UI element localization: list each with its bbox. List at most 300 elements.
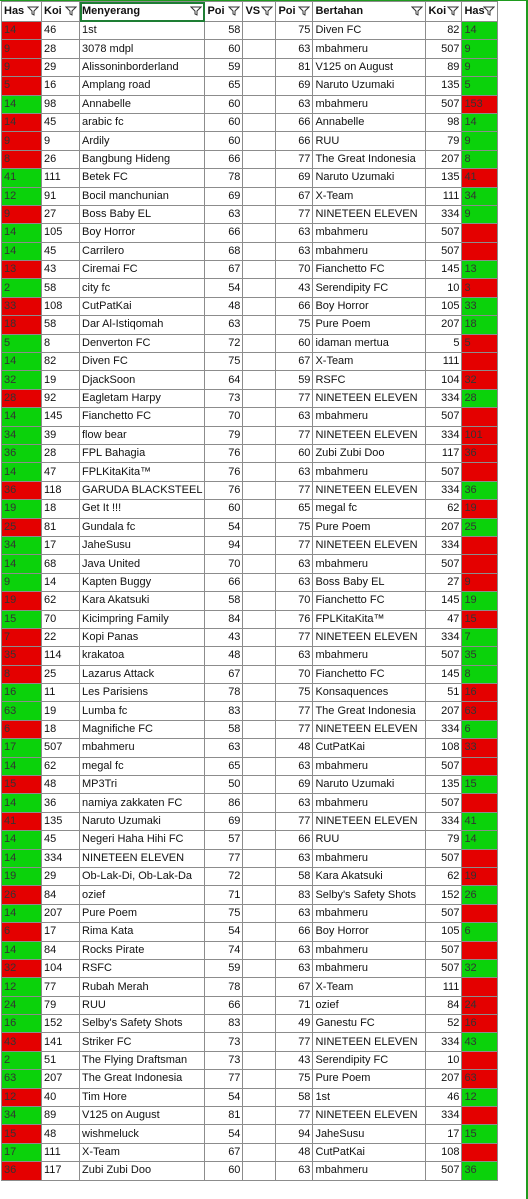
- cell-poi-left[interactable]: 69: [205, 187, 243, 205]
- cell-vs[interactable]: [243, 555, 276, 573]
- cell-has-right[interactable]: 6: [462, 720, 498, 738]
- cell-poi-left[interactable]: 77: [205, 1070, 243, 1088]
- cell-koi-right[interactable]: 111: [426, 187, 462, 205]
- cell-has-left[interactable]: 14: [2, 757, 42, 775]
- cell-menyerang[interactable]: Boy Horror: [80, 224, 205, 242]
- cell-has-left[interactable]: 9: [2, 40, 42, 58]
- cell-poi-left[interactable]: 60: [205, 113, 243, 131]
- cell-has-left[interactable]: 14: [2, 941, 42, 959]
- cell-koi-right[interactable]: 62: [426, 500, 462, 518]
- cell-has-right[interactable]: [462, 1051, 498, 1069]
- cell-poi-right[interactable]: 77: [276, 1107, 313, 1125]
- cell-bertahan[interactable]: NINETEEN ELEVEN: [313, 1033, 426, 1051]
- cell-bertahan[interactable]: NINETEEN ELEVEN: [313, 628, 426, 646]
- cell-bertahan[interactable]: megal fc: [313, 500, 426, 518]
- cell-poi-right[interactable]: 83: [276, 886, 313, 904]
- cell-koi-left[interactable]: 29: [42, 867, 80, 885]
- cell-vs[interactable]: [243, 58, 276, 76]
- cell-poi-left[interactable]: 64: [205, 371, 243, 389]
- filter-icon[interactable]: [298, 5, 310, 17]
- cell-koi-right[interactable]: 334: [426, 720, 462, 738]
- cell-koi-right[interactable]: 135: [426, 776, 462, 794]
- filter-icon[interactable]: [447, 5, 459, 17]
- cell-koi-right[interactable]: 334: [426, 1033, 462, 1051]
- filter-icon[interactable]: [261, 5, 273, 17]
- cell-has-left[interactable]: 34: [2, 426, 42, 444]
- cell-has-left[interactable]: 14: [2, 849, 42, 867]
- cell-poi-right[interactable]: 63: [276, 794, 313, 812]
- cell-poi-right[interactable]: 66: [276, 132, 313, 150]
- cell-menyerang[interactable]: Striker FC: [80, 1033, 205, 1051]
- cell-koi-right[interactable]: 207: [426, 150, 462, 168]
- cell-poi-right[interactable]: 63: [276, 1162, 313, 1180]
- cell-koi-left[interactable]: 79: [42, 996, 80, 1014]
- cell-koi-left[interactable]: 82: [42, 353, 80, 371]
- cell-poi-right[interactable]: 67: [276, 353, 313, 371]
- cell-poi-right[interactable]: 70: [276, 261, 313, 279]
- cell-has-left[interactable]: 12: [2, 978, 42, 996]
- cell-menyerang[interactable]: Les Parisiens: [80, 684, 205, 702]
- cell-menyerang[interactable]: 1st: [80, 22, 205, 40]
- cell-vs[interactable]: [243, 408, 276, 426]
- header-koi-left[interactable]: Koi: [42, 2, 80, 22]
- cell-poi-right[interactable]: 77: [276, 150, 313, 168]
- cell-poi-left[interactable]: 50: [205, 776, 243, 794]
- cell-poi-right[interactable]: 77: [276, 720, 313, 738]
- cell-bertahan[interactable]: FPLKitaKita™: [313, 610, 426, 628]
- cell-has-left[interactable]: 8: [2, 150, 42, 168]
- cell-bertahan[interactable]: mbahmeru: [313, 95, 426, 113]
- cell-has-right[interactable]: 9: [462, 205, 498, 223]
- header-has-left[interactable]: Has: [2, 2, 42, 22]
- cell-has-right[interactable]: 15: [462, 610, 498, 628]
- cell-poi-left[interactable]: 73: [205, 389, 243, 407]
- cell-poi-right[interactable]: 60: [276, 334, 313, 352]
- cell-has-left[interactable]: 34: [2, 536, 42, 554]
- cell-koi-right[interactable]: 98: [426, 113, 462, 131]
- cell-koi-left[interactable]: 8: [42, 334, 80, 352]
- cell-poi-left[interactable]: 66: [205, 573, 243, 591]
- cell-has-left[interactable]: 19: [2, 500, 42, 518]
- cell-has-right[interactable]: 8: [462, 150, 498, 168]
- cell-poi-left[interactable]: 48: [205, 647, 243, 665]
- cell-koi-right[interactable]: 334: [426, 481, 462, 499]
- cell-koi-left[interactable]: 145: [42, 408, 80, 426]
- cell-bertahan[interactable]: NINETEEN ELEVEN: [313, 481, 426, 499]
- cell-menyerang[interactable]: MP3Tri: [80, 776, 205, 794]
- cell-poi-right[interactable]: 63: [276, 463, 313, 481]
- cell-poi-right[interactable]: 66: [276, 297, 313, 315]
- cell-vs[interactable]: [243, 610, 276, 628]
- cell-poi-left[interactable]: 70: [205, 555, 243, 573]
- cell-poi-left[interactable]: 67: [205, 665, 243, 683]
- cell-menyerang[interactable]: Rocks Pirate: [80, 941, 205, 959]
- cell-poi-left[interactable]: 72: [205, 867, 243, 885]
- cell-bertahan[interactable]: Serendipity FC: [313, 279, 426, 297]
- cell-bertahan[interactable]: mbahmeru: [313, 904, 426, 922]
- cell-koi-right[interactable]: 105: [426, 923, 462, 941]
- cell-poi-right[interactable]: 77: [276, 812, 313, 830]
- cell-vs[interactable]: [243, 132, 276, 150]
- cell-has-left[interactable]: 13: [2, 261, 42, 279]
- cell-has-left[interactable]: 17: [2, 739, 42, 757]
- cell-poi-left[interactable]: 94: [205, 536, 243, 554]
- cell-vs[interactable]: [243, 941, 276, 959]
- cell-vs[interactable]: [243, 40, 276, 58]
- cell-koi-right[interactable]: 108: [426, 739, 462, 757]
- cell-koi-right[interactable]: 84: [426, 996, 462, 1014]
- cell-vs[interactable]: [243, 205, 276, 223]
- cell-koi-right[interactable]: 334: [426, 536, 462, 554]
- cell-vs[interactable]: [243, 996, 276, 1014]
- cell-vs[interactable]: [243, 739, 276, 757]
- cell-poi-right[interactable]: 77: [276, 205, 313, 223]
- cell-koi-left[interactable]: 77: [42, 978, 80, 996]
- cell-has-right[interactable]: 9: [462, 58, 498, 76]
- cell-koi-right[interactable]: 52: [426, 1015, 462, 1033]
- cell-bertahan[interactable]: V125 on August: [313, 58, 426, 76]
- cell-bertahan[interactable]: mbahmeru: [313, 849, 426, 867]
- cell-poi-right[interactable]: 77: [276, 426, 313, 444]
- cell-menyerang[interactable]: Boss Baby EL: [80, 205, 205, 223]
- cell-poi-left[interactable]: 43: [205, 628, 243, 646]
- cell-poi-left[interactable]: 75: [205, 353, 243, 371]
- cell-has-right[interactable]: 35: [462, 647, 498, 665]
- cell-has-left[interactable]: 36: [2, 1162, 42, 1180]
- cell-has-right[interactable]: [462, 1143, 498, 1161]
- cell-menyerang[interactable]: Selby's Safety Shots: [80, 1015, 205, 1033]
- cell-bertahan[interactable]: Annabelle: [313, 113, 426, 131]
- cell-menyerang[interactable]: FPL Bahagia: [80, 444, 205, 462]
- cell-bertahan[interactable]: RSFC: [313, 371, 426, 389]
- cell-has-left[interactable]: 14: [2, 353, 42, 371]
- cell-koi-left[interactable]: 98: [42, 95, 80, 113]
- cell-has-left[interactable]: 14: [2, 224, 42, 242]
- cell-bertahan[interactable]: mbahmeru: [313, 959, 426, 977]
- cell-poi-left[interactable]: 65: [205, 757, 243, 775]
- cell-has-left[interactable]: 14: [2, 408, 42, 426]
- cell-menyerang[interactable]: Naruto Uzumaki: [80, 812, 205, 830]
- cell-koi-right[interactable]: 507: [426, 1162, 462, 1180]
- cell-has-right[interactable]: 19: [462, 500, 498, 518]
- cell-has-left[interactable]: 5: [2, 77, 42, 95]
- cell-has-right[interactable]: 14: [462, 831, 498, 849]
- cell-poi-right[interactable]: 63: [276, 647, 313, 665]
- cell-has-left[interactable]: 25: [2, 518, 42, 536]
- cell-menyerang[interactable]: Java United: [80, 555, 205, 573]
- cell-has-left[interactable]: 15: [2, 610, 42, 628]
- cell-vs[interactable]: [243, 1015, 276, 1033]
- cell-has-right[interactable]: 15: [462, 1125, 498, 1143]
- cell-menyerang[interactable]: arabic fc: [80, 113, 205, 131]
- cell-vs[interactable]: [243, 95, 276, 113]
- cell-has-right[interactable]: 19: [462, 867, 498, 885]
- cell-has-left[interactable]: 9: [2, 132, 42, 150]
- cell-has-right[interactable]: 153: [462, 95, 498, 113]
- cell-poi-right[interactable]: 71: [276, 996, 313, 1014]
- cell-vs[interactable]: [243, 22, 276, 40]
- cell-koi-right[interactable]: 17: [426, 1125, 462, 1143]
- cell-vs[interactable]: [243, 978, 276, 996]
- cell-bertahan[interactable]: mbahmeru: [313, 40, 426, 58]
- cell-koi-left[interactable]: 114: [42, 647, 80, 665]
- cell-has-right[interactable]: 25: [462, 518, 498, 536]
- cell-has-left[interactable]: 19: [2, 867, 42, 885]
- cell-poi-left[interactable]: 71: [205, 886, 243, 904]
- cell-koi-left[interactable]: 507: [42, 739, 80, 757]
- cell-menyerang[interactable]: Rima Kata: [80, 923, 205, 941]
- cell-bertahan[interactable]: NINETEEN ELEVEN: [313, 720, 426, 738]
- cell-poi-left[interactable]: 78: [205, 684, 243, 702]
- cell-menyerang[interactable]: Kicimpring Family: [80, 610, 205, 628]
- cell-poi-right[interactable]: 63: [276, 941, 313, 959]
- cell-has-right[interactable]: [462, 463, 498, 481]
- cell-menyerang[interactable]: Rubah Merah: [80, 978, 205, 996]
- cell-koi-right[interactable]: 105: [426, 297, 462, 315]
- cell-poi-left[interactable]: 58: [205, 22, 243, 40]
- cell-has-right[interactable]: 63: [462, 702, 498, 720]
- cell-poi-left[interactable]: 57: [205, 831, 243, 849]
- cell-bertahan[interactable]: NINETEEN ELEVEN: [313, 812, 426, 830]
- cell-poi-right[interactable]: 49: [276, 1015, 313, 1033]
- cell-menyerang[interactable]: Diven FC: [80, 353, 205, 371]
- cell-has-right[interactable]: 32: [462, 959, 498, 977]
- cell-vs[interactable]: [243, 1051, 276, 1069]
- cell-menyerang[interactable]: FPLKitaKita™: [80, 463, 205, 481]
- cell-koi-left[interactable]: 19: [42, 702, 80, 720]
- cell-vs[interactable]: [243, 500, 276, 518]
- cell-vs[interactable]: [243, 1162, 276, 1180]
- cell-poi-right[interactable]: 76: [276, 610, 313, 628]
- cell-vs[interactable]: [243, 1125, 276, 1143]
- cell-koi-right[interactable]: 507: [426, 242, 462, 260]
- cell-vs[interactable]: [243, 794, 276, 812]
- cell-bertahan[interactable]: The Great Indonesia: [313, 150, 426, 168]
- cell-bertahan[interactable]: CutPatKai: [313, 1143, 426, 1161]
- cell-has-right[interactable]: [462, 1107, 498, 1125]
- cell-vs[interactable]: [243, 1143, 276, 1161]
- cell-has-right[interactable]: [462, 555, 498, 573]
- cell-koi-left[interactable]: 48: [42, 776, 80, 794]
- cell-has-right[interactable]: 36: [462, 481, 498, 499]
- cell-vs[interactable]: [243, 113, 276, 131]
- cell-has-right[interactable]: 5: [462, 77, 498, 95]
- cell-poi-right[interactable]: 75: [276, 684, 313, 702]
- cell-koi-left[interactable]: 58: [42, 279, 80, 297]
- cell-bertahan[interactable]: Fianchetto FC: [313, 665, 426, 683]
- cell-poi-left[interactable]: 54: [205, 923, 243, 941]
- cell-bertahan[interactable]: Pure Poem: [313, 518, 426, 536]
- cell-poi-right[interactable]: 59: [276, 371, 313, 389]
- cell-koi-right[interactable]: 334: [426, 628, 462, 646]
- cell-koi-right[interactable]: 507: [426, 794, 462, 812]
- cell-has-left[interactable]: 43: [2, 1033, 42, 1051]
- cell-koi-left[interactable]: 334: [42, 849, 80, 867]
- cell-bertahan[interactable]: Boy Horror: [313, 297, 426, 315]
- cell-koi-right[interactable]: 135: [426, 77, 462, 95]
- cell-bertahan[interactable]: Naruto Uzumaki: [313, 77, 426, 95]
- cell-bertahan[interactable]: Zubi Zubi Doo: [313, 444, 426, 462]
- cell-has-left[interactable]: 7: [2, 628, 42, 646]
- cell-poi-left[interactable]: 68: [205, 242, 243, 260]
- cell-has-left[interactable]: 6: [2, 923, 42, 941]
- cell-koi-right[interactable]: 507: [426, 408, 462, 426]
- cell-vs[interactable]: [243, 1088, 276, 1106]
- cell-poi-left[interactable]: 58: [205, 592, 243, 610]
- cell-poi-left[interactable]: 73: [205, 1033, 243, 1051]
- cell-bertahan[interactable]: Fianchetto FC: [313, 261, 426, 279]
- cell-poi-left[interactable]: 75: [205, 904, 243, 922]
- cell-koi-right[interactable]: 145: [426, 592, 462, 610]
- cell-vs[interactable]: [243, 757, 276, 775]
- cell-koi-left[interactable]: 17: [42, 923, 80, 941]
- cell-has-right[interactable]: 7: [462, 628, 498, 646]
- cell-koi-right[interactable]: 152: [426, 886, 462, 904]
- header-vs[interactable]: VS: [243, 2, 276, 22]
- cell-menyerang[interactable]: The Great Indonesia: [80, 1070, 205, 1088]
- cell-koi-right[interactable]: 507: [426, 941, 462, 959]
- cell-bertahan[interactable]: Konsaquences: [313, 684, 426, 702]
- cell-poi-right[interactable]: 60: [276, 444, 313, 462]
- cell-koi-left[interactable]: 27: [42, 205, 80, 223]
- cell-has-right[interactable]: 9: [462, 40, 498, 58]
- cell-bertahan[interactable]: mbahmeru: [313, 224, 426, 242]
- cell-bertahan[interactable]: mbahmeru: [313, 941, 426, 959]
- cell-has-left[interactable]: 12: [2, 187, 42, 205]
- cell-has-right[interactable]: 18: [462, 316, 498, 334]
- cell-koi-right[interactable]: 207: [426, 1070, 462, 1088]
- cell-koi-left[interactable]: 48: [42, 1125, 80, 1143]
- cell-has-right[interactable]: 14: [462, 113, 498, 131]
- cell-has-left[interactable]: 34: [2, 1107, 42, 1125]
- cell-has-left[interactable]: 17: [2, 1143, 42, 1161]
- cell-koi-right[interactable]: 207: [426, 316, 462, 334]
- cell-poi-left[interactable]: 63: [205, 316, 243, 334]
- cell-has-left[interactable]: 8: [2, 665, 42, 683]
- cell-koi-left[interactable]: 47: [42, 463, 80, 481]
- cell-menyerang[interactable]: Get It !!!: [80, 500, 205, 518]
- cell-menyerang[interactable]: flow bear: [80, 426, 205, 444]
- cell-koi-left[interactable]: 45: [42, 242, 80, 260]
- cell-has-right[interactable]: [462, 904, 498, 922]
- cell-vs[interactable]: [243, 426, 276, 444]
- cell-poi-right[interactable]: 66: [276, 113, 313, 131]
- cell-poi-left[interactable]: 67: [205, 261, 243, 279]
- cell-koi-left[interactable]: 91: [42, 187, 80, 205]
- cell-poi-left[interactable]: 73: [205, 1051, 243, 1069]
- header-bertahan[interactable]: Bertahan: [313, 2, 426, 22]
- cell-koi-left[interactable]: 108: [42, 297, 80, 315]
- cell-menyerang[interactable]: Kara Akatsuki: [80, 592, 205, 610]
- filter-icon[interactable]: [483, 5, 495, 17]
- cell-has-left[interactable]: 15: [2, 1125, 42, 1143]
- cell-menyerang[interactable]: RUU: [80, 996, 205, 1014]
- cell-koi-left[interactable]: 26: [42, 150, 80, 168]
- cell-poi-right[interactable]: 77: [276, 1033, 313, 1051]
- cell-poi-right[interactable]: 81: [276, 58, 313, 76]
- cell-menyerang[interactable]: JaheSusu: [80, 536, 205, 554]
- cell-koi-left[interactable]: 89: [42, 1107, 80, 1125]
- cell-koi-left[interactable]: 104: [42, 959, 80, 977]
- cell-poi-left[interactable]: 48: [205, 297, 243, 315]
- cell-vs[interactable]: [243, 867, 276, 885]
- cell-poi-right[interactable]: 63: [276, 849, 313, 867]
- cell-has-left[interactable]: 16: [2, 1015, 42, 1033]
- cell-poi-left[interactable]: 69: [205, 812, 243, 830]
- cell-vs[interactable]: [243, 444, 276, 462]
- cell-koi-left[interactable]: 62: [42, 592, 80, 610]
- cell-vs[interactable]: [243, 481, 276, 499]
- cell-vs[interactable]: [243, 573, 276, 591]
- cell-poi-right[interactable]: 69: [276, 169, 313, 187]
- cell-koi-left[interactable]: 43: [42, 261, 80, 279]
- cell-koi-right[interactable]: 334: [426, 1107, 462, 1125]
- cell-menyerang[interactable]: Bangbung Hideng: [80, 150, 205, 168]
- cell-poi-right[interactable]: 70: [276, 592, 313, 610]
- cell-menyerang[interactable]: RSFC: [80, 959, 205, 977]
- cell-vs[interactable]: [243, 776, 276, 794]
- cell-vs[interactable]: [243, 720, 276, 738]
- cell-menyerang[interactable]: Kopi Panas: [80, 628, 205, 646]
- cell-has-right[interactable]: [462, 849, 498, 867]
- cell-poi-right[interactable]: 63: [276, 40, 313, 58]
- cell-poi-right[interactable]: 43: [276, 279, 313, 297]
- cell-poi-right[interactable]: 75: [276, 316, 313, 334]
- cell-poi-left[interactable]: 60: [205, 95, 243, 113]
- cell-bertahan[interactable]: NINETEEN ELEVEN: [313, 205, 426, 223]
- cell-menyerang[interactable]: ozief: [80, 886, 205, 904]
- filter-icon[interactable]: [228, 5, 240, 17]
- cell-koi-right[interactable]: 334: [426, 812, 462, 830]
- cell-poi-left[interactable]: 66: [205, 150, 243, 168]
- cell-has-left[interactable]: 14: [2, 95, 42, 113]
- cell-koi-left[interactable]: 22: [42, 628, 80, 646]
- cell-bertahan[interactable]: Boy Horror: [313, 923, 426, 941]
- cell-poi-right[interactable]: 63: [276, 959, 313, 977]
- cell-poi-left[interactable]: 60: [205, 1162, 243, 1180]
- cell-has-right[interactable]: 43: [462, 1033, 498, 1051]
- cell-koi-left[interactable]: 207: [42, 1070, 80, 1088]
- cell-has-left[interactable]: 35: [2, 647, 42, 665]
- cell-menyerang[interactable]: Magnifiche FC: [80, 720, 205, 738]
- cell-koi-left[interactable]: 45: [42, 831, 80, 849]
- cell-bertahan[interactable]: Kara Akatsuki: [313, 867, 426, 885]
- cell-bertahan[interactable]: mbahmeru: [313, 555, 426, 573]
- cell-vs[interactable]: [243, 150, 276, 168]
- cell-has-left[interactable]: 16: [2, 684, 42, 702]
- cell-has-right[interactable]: 6: [462, 923, 498, 941]
- cell-has-right[interactable]: [462, 757, 498, 775]
- cell-bertahan[interactable]: NINETEEN ELEVEN: [313, 1107, 426, 1125]
- cell-menyerang[interactable]: Amplang road: [80, 77, 205, 95]
- cell-koi-left[interactable]: 45: [42, 113, 80, 131]
- cell-has-right[interactable]: 26: [462, 886, 498, 904]
- cell-poi-right[interactable]: 69: [276, 77, 313, 95]
- cell-poi-left[interactable]: 83: [205, 702, 243, 720]
- cell-has-left[interactable]: 5: [2, 334, 42, 352]
- cell-bertahan[interactable]: mbahmeru: [313, 408, 426, 426]
- cell-koi-right[interactable]: 108: [426, 1143, 462, 1161]
- cell-koi-left[interactable]: 118: [42, 481, 80, 499]
- cell-poi-left[interactable]: 78: [205, 978, 243, 996]
- cell-koi-left[interactable]: 105: [42, 224, 80, 242]
- cell-koi-left[interactable]: 135: [42, 812, 80, 830]
- cell-bertahan[interactable]: Serendipity FC: [313, 1051, 426, 1069]
- cell-bertahan[interactable]: 1st: [313, 1088, 426, 1106]
- cell-has-left[interactable]: 36: [2, 481, 42, 499]
- cell-vs[interactable]: [243, 812, 276, 830]
- cell-koi-left[interactable]: 14: [42, 573, 80, 591]
